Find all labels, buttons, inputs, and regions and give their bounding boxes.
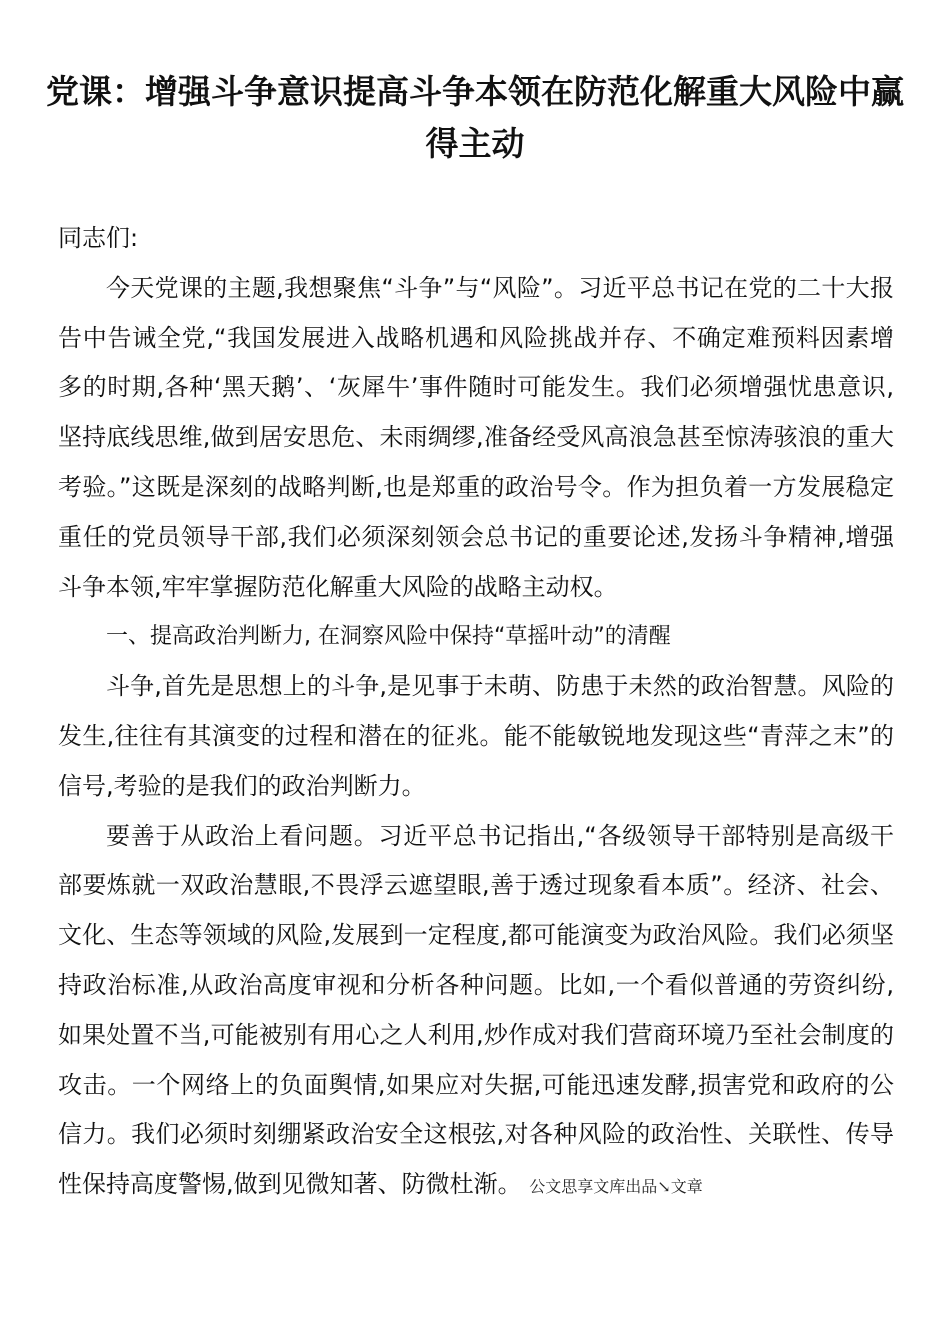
paragraph-section-2 bbox=[58, 812, 894, 1212]
salutation: 同志们: bbox=[58, 224, 139, 252]
section-heading: 一、提高政治判断力, 在洞察风险中保持“草摇叶动”的清醒 bbox=[106, 624, 671, 650]
document-title: 党课：增强斗争意识提高斗争本领在防范化解重大风险中赢得主动 bbox=[46, 72, 904, 163]
paragraph-section-2-text: 要善于从政治上看问题。习近平总书记指出,“各级领导干部特别是高级干部要炼就一双政治慧眼,不畏浮云遮望眼,善于透过现象看本质”。经济、社会、文化、生态等领域的风险,发展到一定程度,都可能演变为政治风险。我们必须坚持政治标准,从政治高度审视和分析各种问题。比如,一个看似普通的劳资纠纷,如果处置不当,可能被别有用心之人利用,炒作成对我们营商环境乃至社会制度的攻击。一个网络上的负面舆情,如果应对失据,可能迅速发酵,损害党和政府的公信力。我们必须时刻绷紧政治安全这根弦,对各种风险的政治性、关联性、传导性保持高度警惕,做到见微知著、防微杜渐。 bbox=[58, 821, 894, 1199]
paragraph-section-1: 斗争,首先是思想上的斗争,是见事于未萌、防患于未然的政治智慧。风险的发生,往往有其演变的过程和潜在的征兆。能不能敏锐地发现这些“青萍之末”的信号,考验的是我们的政治判断力。 bbox=[58, 672, 894, 800]
paragraph-intro: 今天党课的主题,我想聚焦“斗争”与“风险”。习近平总书记在党的二十大报告中告诫全党,“我国发展进入战略机遇和风险挑战并存、不确定难预料因素增多的时期,各种‘黑天鹅’、‘灰犀牛’事件随时可能发生。我们必须增强忧患意识,坚持底线思维,做到居安思危、未雨绸缪,准备经受风高浪急甚至惊涛骇浪的重大考验。”这既是深刻的战略判断,也是郑重的政治号令。作为担负着一方发展稳定重任的党员领导干部,我们必须深刻领会总书记的重要论述,发扬斗争精神,增强斗争本领,牢牢掌握防范化解重大风险的战略主动权。 bbox=[58, 273, 894, 601]
footer-watermark-note: 公文思享文库出品↘文章 bbox=[529, 1177, 703, 1197]
document-body bbox=[58, 214, 894, 1212]
